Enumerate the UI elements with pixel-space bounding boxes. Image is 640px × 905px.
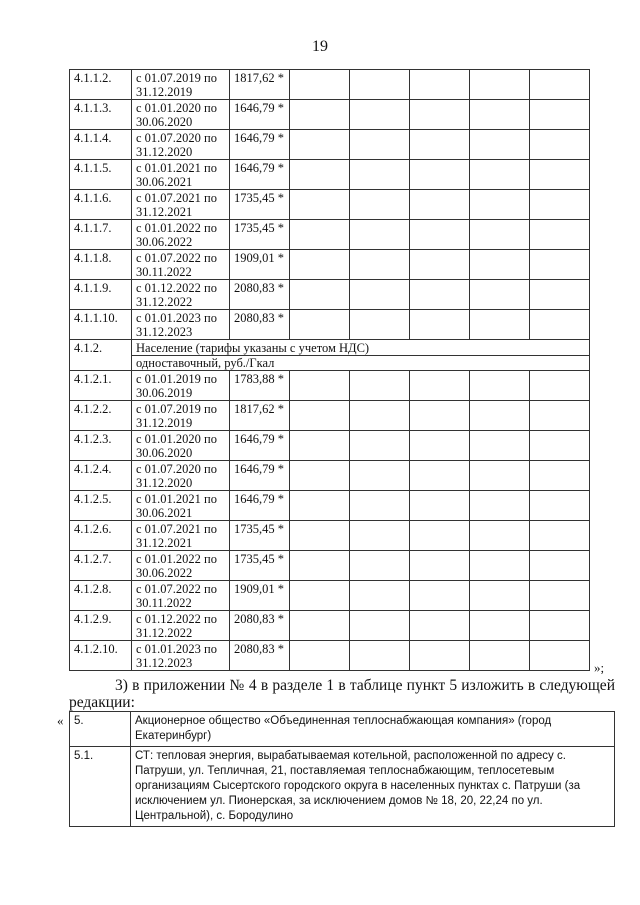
row-value: 2080,83 *: [230, 611, 290, 641]
row-number: 4.1.1.10.: [70, 310, 132, 340]
empty-cell: [410, 401, 470, 431]
organization-table: [69, 711, 615, 827]
empty-cell: [530, 431, 590, 461]
empty-cell: [350, 371, 410, 401]
row-period: с 01.07.2019 по 31.12.2019: [132, 70, 230, 100]
table-row: [70, 100, 590, 130]
empty-cell: [410, 581, 470, 611]
row-number: 4.1.2.10.: [70, 641, 132, 671]
empty-cell: [350, 100, 410, 130]
empty-cell: [470, 280, 530, 310]
row-number: 4.1.1.7.: [70, 220, 132, 250]
row-number: 4.1.2.1.: [70, 371, 132, 401]
empty-cell: [350, 491, 410, 521]
empty-cell: [290, 551, 350, 581]
row-text: Акционерное общество «Объединенная теплоснабжающая компания» (город Екатеринбург): [131, 712, 615, 747]
row-value: 2080,83 *: [230, 280, 290, 310]
empty-cell: [410, 310, 470, 340]
empty-cell: [470, 130, 530, 160]
empty-cell: [530, 581, 590, 611]
empty-cell: [410, 160, 470, 190]
empty-cell: [290, 581, 350, 611]
row-number: 4.1.2.: [70, 340, 132, 371]
table-row: [70, 431, 590, 461]
empty-cell: [410, 641, 470, 671]
page-number: 19: [312, 38, 328, 55]
empty-cell: [290, 641, 350, 671]
empty-cell: [470, 461, 530, 491]
row-period: с 01.01.2019 по 30.06.2019: [132, 371, 230, 401]
row-number: 4.1.1.6.: [70, 190, 132, 220]
table-row: [70, 280, 590, 310]
table-row: [70, 747, 615, 827]
empty-cell: [530, 551, 590, 581]
empty-cell: [290, 310, 350, 340]
row-number: 4.1.1.8.: [70, 250, 132, 280]
empty-cell: [530, 641, 590, 671]
row-number: 4.1.1.5.: [70, 160, 132, 190]
table-row: [70, 551, 590, 581]
table-row: [70, 70, 590, 100]
table-row: [70, 250, 590, 280]
empty-cell: [530, 611, 590, 641]
empty-cell: [290, 491, 350, 521]
row-number: 4.1.2.6.: [70, 521, 132, 551]
empty-cell: [530, 160, 590, 190]
table-row: [70, 581, 590, 611]
row-number: 4.1.1.2.: [70, 70, 132, 100]
empty-cell: [470, 611, 530, 641]
empty-cell: [530, 250, 590, 280]
empty-cell: [350, 431, 410, 461]
empty-cell: [530, 401, 590, 431]
empty-cell: [350, 551, 410, 581]
empty-cell: [290, 521, 350, 551]
row-period: с 01.01.2023 по 31.12.2023: [132, 641, 230, 671]
row-period: с 01.01.2023 по 31.12.2023: [132, 310, 230, 340]
empty-cell: [290, 371, 350, 401]
empty-cell: [350, 611, 410, 641]
table-row: [70, 371, 590, 401]
row-period: с 01.01.2020 по 30.06.2020: [132, 100, 230, 130]
empty-cell: [410, 280, 470, 310]
empty-cell: [290, 220, 350, 250]
empty-cell: [410, 371, 470, 401]
empty-cell: [350, 401, 410, 431]
empty-cell: [470, 581, 530, 611]
row-period: с 01.07.2020 по 31.12.2020: [132, 130, 230, 160]
empty-cell: [470, 100, 530, 130]
tariff-table: [69, 69, 590, 671]
row-period: с 01.07.2021 по 31.12.2021: [132, 521, 230, 551]
row-period: с 01.07.2022 по 30.11.2022: [132, 250, 230, 280]
row-period: с 01.01.2021 по 30.06.2021: [132, 491, 230, 521]
empty-cell: [350, 280, 410, 310]
table-row: [70, 712, 615, 747]
empty-cell: [530, 491, 590, 521]
row-period: с 01.07.2019 по 31.12.2019: [132, 401, 230, 431]
empty-cell: [290, 280, 350, 310]
empty-cell: [350, 461, 410, 491]
row-period: с 01.07.2020 по 31.12.2020: [132, 461, 230, 491]
empty-cell: [350, 190, 410, 220]
row-number: 4.1.2.8.: [70, 581, 132, 611]
empty-cell: [290, 431, 350, 461]
row-number: 4.1.2.3.: [70, 431, 132, 461]
closing-quote: »;: [594, 660, 605, 675]
row-value: 1646,79 *: [230, 130, 290, 160]
row-value: 2080,83 *: [230, 310, 290, 340]
row-number: 4.1.1.4.: [70, 130, 132, 160]
empty-cell: [530, 521, 590, 551]
row-number: 4.1.2.5.: [70, 491, 132, 521]
empty-cell: [350, 160, 410, 190]
row-period: с 01.12.2022 по 31.12.2022: [132, 280, 230, 310]
empty-cell: [350, 581, 410, 611]
empty-cell: [470, 491, 530, 521]
empty-cell: [410, 190, 470, 220]
opening-quote: «: [57, 713, 64, 728]
section-header-row: [70, 340, 590, 371]
row-value: 1735,45 *: [230, 551, 290, 581]
empty-cell: [410, 130, 470, 160]
row-value: 1817,62 *: [230, 401, 290, 431]
section-title-line2: одноставочный, руб./Гкал: [136, 356, 275, 370]
empty-cell: [350, 641, 410, 671]
table-row: [70, 310, 590, 340]
table-row: [70, 461, 590, 491]
row-period: с 01.01.2022 по 30.06.2022: [132, 551, 230, 581]
table-row: [70, 130, 590, 160]
table-row: [70, 611, 590, 641]
empty-cell: [470, 371, 530, 401]
row-number: 5.: [70, 712, 131, 747]
empty-cell: [410, 461, 470, 491]
row-number: 4.1.2.9.: [70, 611, 132, 641]
empty-cell: [350, 521, 410, 551]
empty-cell: [470, 310, 530, 340]
empty-cell: [470, 401, 530, 431]
row-number: 4.1.1.9.: [70, 280, 132, 310]
empty-cell: [470, 250, 530, 280]
empty-cell: [530, 190, 590, 220]
empty-cell: [350, 70, 410, 100]
empty-cell: [470, 521, 530, 551]
empty-cell: [530, 280, 590, 310]
row-number: 5.1.: [70, 747, 131, 827]
empty-cell: [470, 220, 530, 250]
table-row: [70, 401, 590, 431]
empty-cell: [410, 220, 470, 250]
empty-cell: [530, 130, 590, 160]
row-value: 1735,45 *: [230, 190, 290, 220]
row-value: 1646,79 *: [230, 100, 290, 130]
empty-cell: [350, 130, 410, 160]
row-number: 4.1.2.7.: [70, 551, 132, 581]
empty-cell: [350, 250, 410, 280]
empty-cell: [410, 100, 470, 130]
row-period: с 01.01.2021 по 30.06.2021: [132, 160, 230, 190]
empty-cell: [470, 190, 530, 220]
empty-cell: [530, 461, 590, 491]
empty-cell: [290, 611, 350, 641]
table-row: [70, 220, 590, 250]
empty-cell: [530, 70, 590, 100]
empty-cell: [350, 310, 410, 340]
empty-cell: [530, 310, 590, 340]
empty-cell: [410, 431, 470, 461]
empty-cell: [470, 641, 530, 671]
empty-cell: [410, 491, 470, 521]
row-value: 1646,79 *: [230, 491, 290, 521]
row-value: 2080,83 *: [230, 641, 290, 671]
section-title-line1: Население (тарифы указаны с учетом НДС): [132, 341, 589, 356]
row-period: с 01.07.2021 по 31.12.2021: [132, 190, 230, 220]
row-value: 1783,88 *: [230, 371, 290, 401]
row-value: 1735,45 *: [230, 220, 290, 250]
empty-cell: [290, 190, 350, 220]
amendment-paragraph: [69, 677, 615, 711]
empty-cell: [470, 160, 530, 190]
empty-cell: [350, 220, 410, 250]
row-number: 4.1.1.3.: [70, 100, 132, 130]
row-value: 1817,62 *: [230, 70, 290, 100]
empty-cell: [290, 401, 350, 431]
empty-cell: [530, 220, 590, 250]
empty-cell: [290, 461, 350, 491]
row-value: 1735,45 *: [230, 521, 290, 551]
row-value: 1646,79 *: [230, 431, 290, 461]
table-row: [70, 521, 590, 551]
row-period: с 01.01.2022 по 30.06.2022: [132, 220, 230, 250]
table-row: [70, 491, 590, 521]
row-period: с 01.12.2022 по 31.12.2022: [132, 611, 230, 641]
table-row: [70, 641, 590, 671]
row-period: с 01.01.2020 по 30.06.2020: [132, 431, 230, 461]
empty-cell: [530, 371, 590, 401]
row-number: 4.1.2.2.: [70, 401, 132, 431]
empty-cell: [290, 250, 350, 280]
row-value: 1909,01 *: [230, 250, 290, 280]
empty-cell: [290, 70, 350, 100]
empty-cell: [410, 521, 470, 551]
empty-cell: [410, 70, 470, 100]
row-number: 4.1.2.4.: [70, 461, 132, 491]
table-row: [70, 160, 590, 190]
empty-cell: [410, 611, 470, 641]
empty-cell: [470, 431, 530, 461]
empty-cell: [470, 551, 530, 581]
empty-cell: [290, 100, 350, 130]
row-text: СТ: тепловая энергия, вырабатываемая котельной, расположенной по адресу с. Патруши, ул. Тепличная, 21, поставляемая теплоснабжающим, теплосетевым организациям Сысертского городского округа в населенных пунктах с. Патруши (за исключением ул. Пионерская, за исключением домов № 18, 20, 22,24 по ул. Центральной), с. Бородулино: [131, 747, 615, 827]
empty-cell: [290, 160, 350, 190]
row-period: с 01.07.2022 по 30.11.2022: [132, 581, 230, 611]
empty-cell: [470, 70, 530, 100]
empty-cell: [290, 130, 350, 160]
row-value: 1909,01 *: [230, 581, 290, 611]
section-title: [132, 340, 590, 371]
paragraph-text: 3) в приложении № 4 в разделе 1 в таблице пункт 5 изложить в следующей редакции:: [69, 677, 615, 711]
row-value: 1646,79 *: [230, 461, 290, 491]
table-row: [70, 190, 590, 220]
row-value: 1646,79 *: [230, 160, 290, 190]
empty-cell: [530, 100, 590, 130]
empty-cell: [410, 551, 470, 581]
empty-cell: [410, 250, 470, 280]
